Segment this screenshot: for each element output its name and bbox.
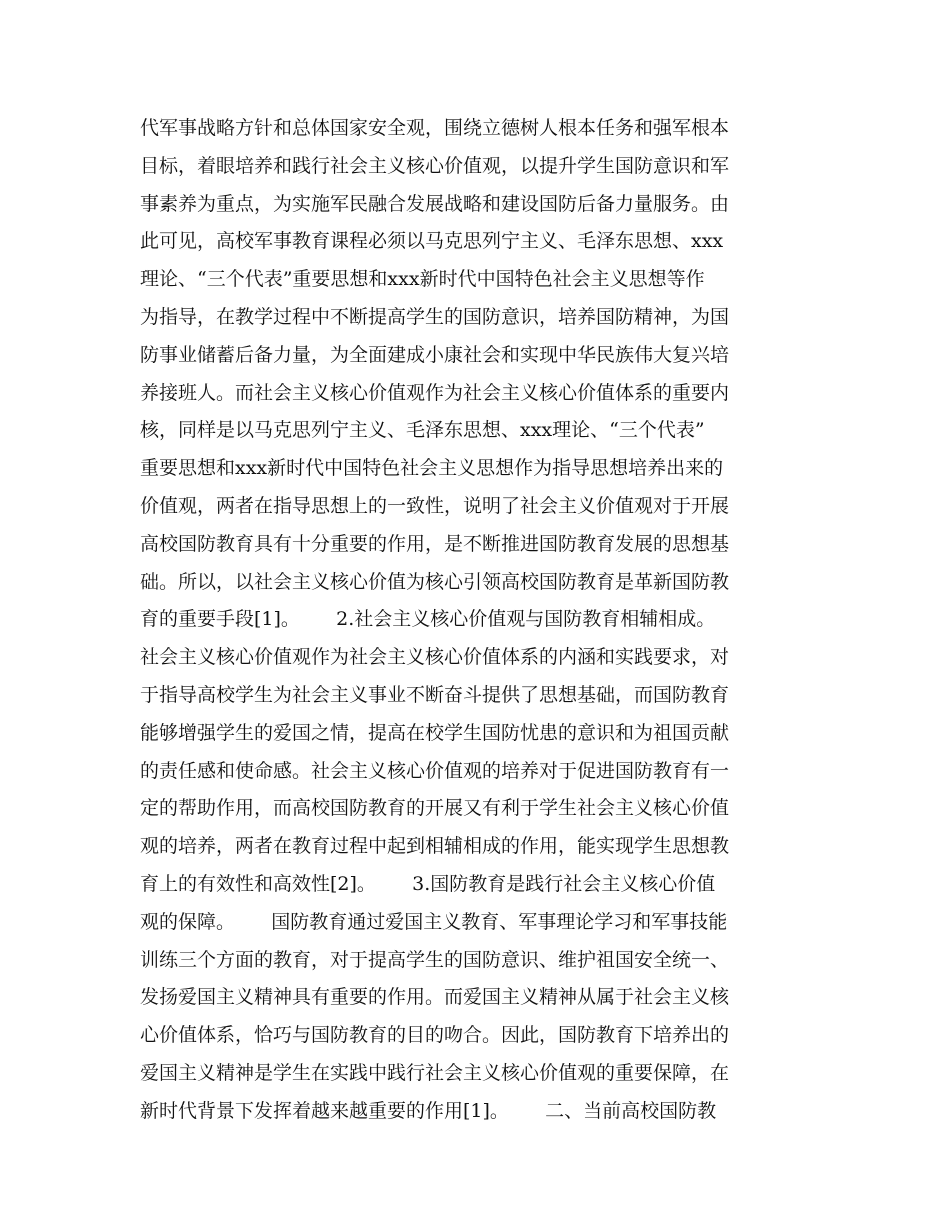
body-text [140,110,830,1131]
text-line: 核，同样是以马克思列宁主义、毛泽东思想、xxx理论、“三个代表” [140,419,705,442]
text-line: 观的保障。 国防教育通过爱国主义教育、军事理论学习和军事技能 [140,910,728,933]
text-line: 心价值体系，恰巧与国防教育的目的吻合。因此，国防教育下培养出的 [140,1024,730,1047]
text-line: 代军事战略方针和总体国家安全观，围绕立德树人根本任务和强军根本 [140,117,730,139]
text-line: 理论、“三个代表”重要思想和xxx新时代中国特色社会主义思想等作 [140,268,705,291]
text-line: 防事业储蓄后备力量，为全面建成小康社会和实现中华民族伟大复兴培 [140,343,730,366]
text-line: 此可见，高校军事教育课程必须以马克思列宁主义、毛泽东思想、xxx [140,230,724,253]
text-line: 高校国防教育具有十分重要的作用，是不断推进国防教育发展的思想基 [140,532,730,555]
text-line: 的责任感和使命感。社会主义核心价值观的培养对于促进国防教育有一 [140,759,730,782]
text-line: 养接班人。而社会主义核心价值观作为社会主义核心价值体系的重要内 [140,381,730,404]
text-line: 育的重要手段[1]。 2.社会主义核心价值观与国防教育相辅相成。 [140,608,716,631]
text-line: 定的帮助作用，而高校国防教育的开展又有利于学生社会主义核心价值 [140,797,730,820]
text-line: 新时代背景下发挥着越来越重要的作用[1]。 二、当前高校国防教 [140,1099,717,1122]
text-line: 训练三个方面的教育，对于提高学生的国防意识、维护祖国安全统一、 [140,948,730,971]
text-line: 事素养为重点，为实施军民融合发展战略和建设国防后备力量服务。由 [140,192,730,215]
text-line: 育上的有效性和高效性[2]。 3.国防教育是践行社会主义核心价值 [140,872,716,895]
text-line: 为指导，在教学过程中不断提高学生的国防意识，培养国防精神，为国 [140,305,730,328]
text-line: 爱国主义精神是学生在实践中践行社会主义核心价值观的重要保障，在 [140,1061,730,1084]
text-line: 目标，着眼培养和践行社会主义核心价值观，以提升学生国防意识和军 [140,154,730,177]
text-line: 础。所以，以社会主义核心价值为核心引领高校国防教育是革新国防教 [140,570,730,593]
text-line: 价值观，两者在指导思想上的一致性，说明了社会主义价值观对于开展 [140,494,730,517]
text-line: 于指导高校学生为社会主义事业不断奋斗提供了思想基础，而国防教育 [140,683,730,706]
text-line: 社会主义核心价值观作为社会主义核心价值体系的内涵和实践要求，对 [140,646,730,669]
text-line: 重要思想和xxx新时代中国特色社会主义思想作为指导思想培养出来的 [140,457,724,480]
text-line: 发扬爱国主义精神具有重要的作用。而爱国主义精神从属于社会主义核 [140,986,730,1009]
text-line: 能够增强学生的爱国之情，提高在校学生国防忧患的意识和为祖国贡献 [140,721,730,744]
text-line: 观的培养，两者在教育过程中起到相辅相成的作用，能实现学生思想教 [140,835,730,858]
